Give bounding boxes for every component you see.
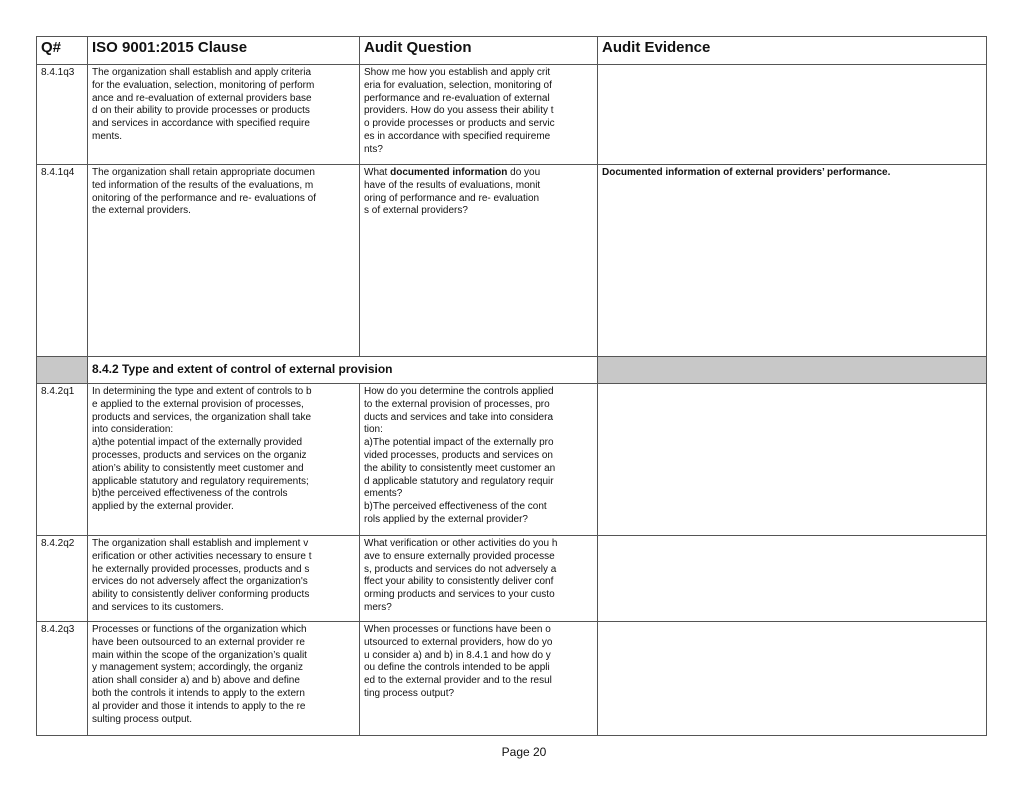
audit-evidence-cell	[598, 536, 987, 622]
table-row	[37, 622, 987, 736]
clause-cell: The organization shall establish and implement v erification or other activities necessary to ensure t he externally provided processes, products and s ervices do not adversely affect the organization's ability to consistently deliver conforming products and services to its customers.	[88, 536, 360, 622]
header-audit-question: Audit Question	[360, 37, 598, 65]
q-number-cell: 8.4.2q2	[37, 536, 88, 622]
question-bold-text: documented information	[390, 167, 508, 178]
audit-question-cell: When processes or functions have been o utsourced to external providers, how do yo u consider a) and b) in 8.4.1 and how do y ou define the controls intended to be appli ed to the external provider and to the resul ting process output?	[360, 622, 598, 736]
audit-evidence-cell: Documented information of external providers’ performance.	[598, 165, 987, 357]
audit-evidence-cell	[598, 384, 987, 536]
question-text: do you have of the results of evaluations, monit oring of performance and re- evaluation s of external providers?	[364, 167, 541, 217]
clause-cell: In determining the type and extent of controls to b e applied to the external provision of processes, products and services, the organization shall take into consideration: a)the potential impact of the externally provided processes, products and services on the organiz ation’s ability to consistently meet customer and applicable statutory and regulatory requirements; b)the perceived effectiveness of the controls applied by the external provider.	[88, 384, 360, 536]
q-number-cell: 8.4.1q4	[37, 165, 88, 357]
clause-cell: Processes or functions of the organization which have been outsourced to an external provider re main within the scope of the organization’s qualit y management system; accordingly, the organiz ation shall consider a) and b) above and define both the controls it intends to apply to the extern al provider and those it intends to apply to the re sulting process output.	[88, 622, 360, 736]
audit-question-cell: What verification or other activities do you h ave to ensure externally provided processe s, products and services do not adversely a ffect your ability to consistently deliver conf orming products and services to your custo mers?	[360, 536, 598, 622]
table-row	[37, 165, 987, 357]
table-row	[37, 536, 987, 622]
audit-evidence-cell	[598, 65, 987, 165]
audit-table	[36, 36, 987, 736]
q-number-cell: 8.4.2q1	[37, 384, 88, 536]
table-row	[37, 65, 987, 165]
audit-question-cell: Show me how you establish and apply crit eria for evaluation, selection, monitoring of performance and re-evaluation of external providers. How do you assess their ability t o provide processes or products and servic es in accordance with specified requireme nts?	[360, 65, 598, 165]
audit-evidence-cell	[598, 622, 987, 736]
table-row	[37, 384, 987, 536]
header-audit-evidence: Audit Evidence	[598, 37, 987, 65]
clause-cell: The organization shall retain appropriate documen ted information of the results of the evaluations, m onitoring of the performance and re- evaluations of the external providers.	[88, 165, 360, 357]
question-text: What	[364, 167, 391, 178]
header-clause: ISO 9001:2015 Clause	[88, 37, 360, 65]
section-header-row	[37, 357, 987, 384]
page-number: Page 20	[501, 745, 547, 759]
audit-question-cell	[360, 165, 598, 357]
table-header-row	[37, 37, 987, 65]
q-number-cell: 8.4.1q3	[37, 65, 88, 165]
header-q-number: Q#	[37, 37, 88, 65]
q-number-cell: 8.4.2q3	[37, 622, 88, 736]
audit-question-cell: How do you determine the controls applied to the external provision of processes, pro ducts and services and take into considera tion: a)The potential impact of the externally pro vided processes, products and services on the ability to consistently meet customer an d applicable statutory and regulatory requir ements? b)The perceived effectiveness of the cont rols applied by the external provider?	[360, 384, 598, 536]
section-title: 8.4.2 Type and extent of control of external provision	[88, 357, 598, 384]
section-blank-cell	[598, 357, 987, 384]
section-blank-cell	[37, 357, 88, 384]
clause-cell: The organization shall establish and apply criteria for the evaluation, selection, monitoring of perform ance and re-evaluation of external providers base d on their ability to provide processes or products and services in accordance with specified require ments.	[88, 65, 360, 165]
